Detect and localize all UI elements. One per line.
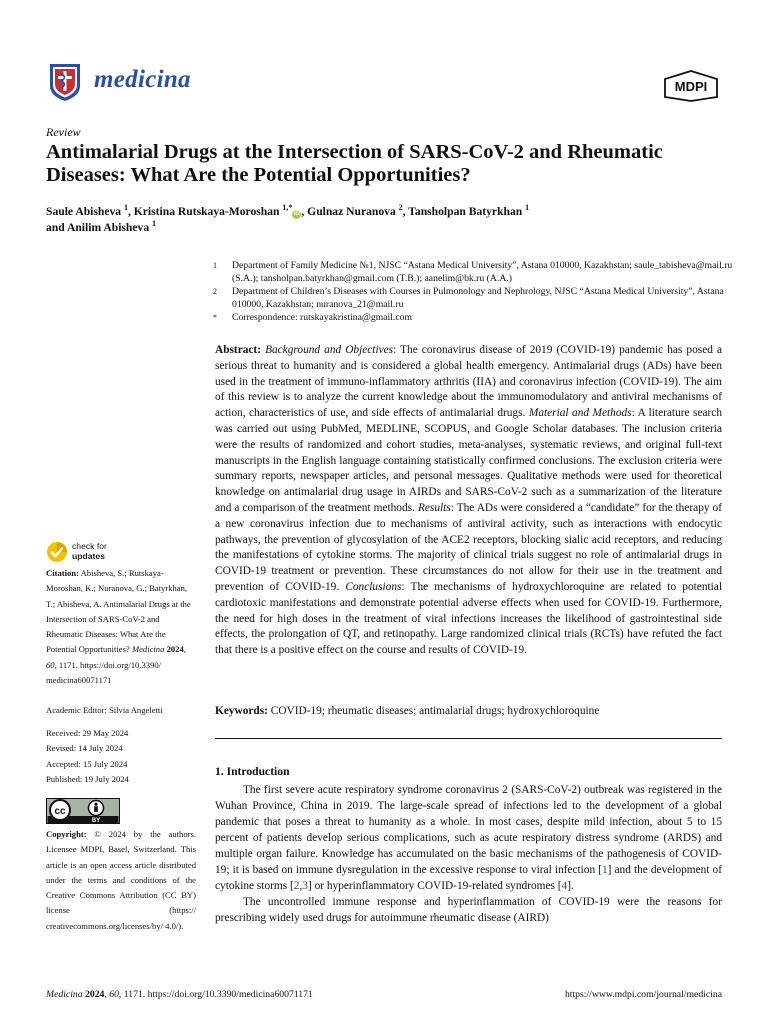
abstract-results-text: : The ADs were considered a “candidate” for the therapy of a new coronavirus infection due to mechanisms of antiviral activity, such as interactions with endocytic pathways, the prevention of glycosylation of the ACE2 receptors, blocking sialic acid receptors, and reducing the manifestations of cytokine storms. The majority of clinical trials suggest no role of antimalarial drugs in COVID-19 treatment or prevention. These circumstances do not allow for their use in the treatment and prevention of COVID-19. xyxy=(215,501,723,593)
citation-label: Citation: xyxy=(46,568,79,578)
author-affiliation-mark: 1 xyxy=(152,218,157,228)
affiliation-mark: * xyxy=(213,313,217,322)
author-affiliation-mark: 1,* xyxy=(282,203,293,213)
footer-journal: Medicina xyxy=(46,989,83,1000)
abstract-methods-text: : A literature search was carried out using PubMed, MEDLINE, SCOPUS, and Google Scholar databases. The inclusion criteria were the results of randomized and cohort studies, meta-analyses, systematic reviews, and original full-text manuscripts in the English language containing statistically confirmed conclusions. The exclusion criteria were summary reports, newspaper articles, and personal messages. Qualitative methods were used for theoretical knowledge on antimalarial drug usage in AIRDs and SARS-CoV-2 such as a summarization of the literature and a comparison of the treatment methods. xyxy=(215,407,722,514)
author-affiliation-mark: 1 xyxy=(123,203,128,213)
paragraph: The uncontrolled immune response and hyperinflammation of COVID-19 were the reasons for prescribing widely used drugs for autoimmune rheumatic disease (AIRD) xyxy=(215,896,722,924)
abstract-conclusions-text: : The mechanisms of hydroxychloroquine are related to potential cardiotoxic manifestations and demonstrate potential adverse effects when used for COVID-19. Furthermore, the need for high doses in the treatment of viral infections increases the likelihood of gastrointestinal side effects, the prolongation of QT, and retinopathy. Large randomized clinical trials (RCTs) have refuted the fact that there is a positive effect on the course and results of COVID-19. xyxy=(215,580,722,657)
abstract xyxy=(215,343,722,659)
keywords-label: Keywords: xyxy=(215,705,268,717)
author-name: Kristina Rutskaya-Moroshan xyxy=(133,205,280,218)
date-accepted: Accepted: 15 July 2024 xyxy=(46,758,128,769)
citation-journal: Medicina xyxy=(131,644,165,655)
paragraph-text: ]. xyxy=(567,880,574,892)
journal-name: medicina xyxy=(94,66,191,93)
keywords-text: COVID-19; rheumatic diseases; antimalarial drugs; hydroxychloroquine xyxy=(270,705,600,717)
paragraph-text: The first severe acute respiratory syndrome coronavirus 2 (SARS-CoV-2) outbreak was registered in the Wuhan Province, China in 2019. The large-scale spread of infections led to the development of a global pandemic that poses a threat to humanity as a whole. In most cases, despite mild infection, about 5 to 15 percent of patients develop serious complications, such as acute respiratory distress syndrome (ARDS) and multiple organ failure. Knowledge has accumulated on the basic mechanisms of the pathogenesis of COVID-19; it is based on immune dysregulation in the excessive response to viral infection [ xyxy=(215,784,722,876)
mdpi-logo-icon xyxy=(662,70,720,102)
section-heading: 1. Introduction xyxy=(215,765,290,778)
author-name: Gulnaz Nuranova xyxy=(307,205,396,218)
affiliation-text: Department of Family Medicine №1, NJSC “Astana Medical University”, Astana 010000, Kazakhstan; saule_tabisheva@mail.ru (S.A.); tansholpan.batyrkhan@gmail.com (T.B.); aanelim@bk.ru (A.A.) xyxy=(232,260,733,284)
article-type: Review xyxy=(46,125,81,139)
author-connector: and xyxy=(46,220,65,234)
check-updates-icon xyxy=(46,541,68,563)
abstract-background-label: Background and Objectives xyxy=(265,344,394,356)
affiliation-mark: 1 xyxy=(213,261,217,270)
copyright-text: © 2024 by the authors. Licensee MDPI, Basel, Switzerland. This article is an open access article distributed under the terms and conditions of the Creative Commons Attribution (CC BY) license (https:// creativecommons.org/licenses/by/ 4.0/). xyxy=(46,829,196,931)
cc-by-license-icon[interactable] xyxy=(46,798,120,824)
citation-volume: 60 xyxy=(46,659,55,670)
citation-year: 2024 xyxy=(166,644,184,655)
article-title: Antimalarial Drugs at the Intersection of SARS-CoV-2 and Rheumatic Diseases: What Are the Potential Opportunities? xyxy=(46,141,663,186)
date-published: Published: 19 July 2024 xyxy=(46,773,129,784)
check-for-updates-button[interactable] xyxy=(46,541,136,565)
keywords xyxy=(215,705,722,717)
author-list: Saule Abisheva $^1$, Kristina Rutskaya-Moroshan $^{1,*}$iD , Gulnaz Nuranova $^2$, Tansholpan Batyrkhan $^1$ and Anilim Abisheva $^1$ xyxy=(46,203,530,234)
reference-link[interactable]: 4 xyxy=(561,880,568,892)
publication-dates xyxy=(46,726,129,787)
footer-doi[interactable]: , 1171. https://doi.org/10.3390/medicina60071171 xyxy=(118,989,313,1000)
citation-text: Abisheva, S.; Rutskaya-Moroshan, K.; Nuranova, G.; Batyrkhan, T.; Abisheva, A. Antimalarial Drugs at the Intersection of SARS-CoV-2 and Rheumatic Diseases: What Are the Potential Opportunities? xyxy=(46,568,191,655)
author-affiliation-mark: 2 xyxy=(398,203,403,213)
author-name: Saule Abisheva xyxy=(46,205,122,218)
abstract-background-text: : The coronavirus disease of 2019 (COVID-19) pandemic has posed a serious threat to humanity and is considered a global health emergency. Antimalarial drugs (ADs) have been used in the treatment of immuno-inflammatory arthritis (IIA) and coronavirus infection (COVID-19). The aim of this review is to analyze the current knowledge about the immunomodulatory and antiviral mechanisms of action, characteristics of use, and side effects of antimalarial drugs. xyxy=(215,344,722,420)
footer-year: 2024 xyxy=(85,989,105,1000)
affiliation-mark: 2 xyxy=(213,287,217,296)
orcid-icon[interactable]: iD xyxy=(293,211,300,217)
publisher-name: MDPI xyxy=(674,79,708,94)
copyright-label: Copyright: xyxy=(46,829,87,839)
section-divider xyxy=(215,738,722,739)
check-updates-bottom: updates xyxy=(72,550,105,561)
paragraph-text: ] or hyperinflammatory COVID-19-related syndromes [ xyxy=(307,880,562,892)
affiliation-item xyxy=(213,285,733,311)
affiliation-text: Department of Children’s Diseases with Courses in Pulmonology and Nephrology, NJSC “Astana Medical University”, Astana 010000, Kazakhstan; nuranova_21@mail.ru xyxy=(232,286,724,310)
abstract-results-label: Results xyxy=(417,501,451,514)
affiliation-item xyxy=(213,311,733,324)
body-text xyxy=(215,782,722,926)
medicina-logo-icon xyxy=(48,62,82,102)
footer-journal-url[interactable]: https://www.mdpi.com/journal/medicina xyxy=(564,989,722,1000)
paragraph-text: ] and the development of cytokine storms [ xyxy=(215,864,722,892)
abstract-conclusions-label: Conclusions xyxy=(345,580,402,593)
date-revised: Revised: 14 July 2024 xyxy=(46,743,123,754)
correspondence-email[interactable]: Correspondence: rutskayakristina@gmail.com xyxy=(232,312,413,323)
citation: Citation: Abisheva, S.; Rutskaya-Moroshan, K.; Nuranova, G.; Batyrkhan, T.; Abisheva, A. Antimalarial Drugs at the Intersection of SARS-CoV-2 and Rheumatic Diseases: What Are the Potential Opportunities? Medicina 2024, 60, 1171. https://doi.org/10.3390/ medicina60071171 xyxy=(46,568,191,686)
author-name: Tansholpan Batyrkhan xyxy=(408,205,523,218)
check-updates-top: check for xyxy=(72,541,107,551)
reference-link[interactable]: 2 xyxy=(293,880,300,892)
cc-by-label: BY xyxy=(91,818,101,824)
footer-volume: 60 xyxy=(109,989,119,1000)
date-received: Received: 29 May 2024 xyxy=(46,728,129,738)
affiliation-item xyxy=(213,259,733,285)
citation-doi[interactable]: , 1171. https://doi.org/10.3390/ medicina60071171 xyxy=(46,659,162,686)
abstract-methods-label: Material and Methods xyxy=(528,407,632,420)
academic-editor: Academic Editor: Silvia Angeletti xyxy=(46,705,163,715)
author-affiliation-mark: 1 xyxy=(525,203,530,213)
copyright xyxy=(46,827,196,934)
svg-text:cc: cc xyxy=(54,806,66,817)
reference-link[interactable]: 1 xyxy=(601,864,608,876)
affiliations xyxy=(213,259,733,324)
author-name: Anilim Abisheva xyxy=(66,220,150,234)
paragraph: The first severe acute respiratory syndrome coronavirus 2 (SARS-CoV-2) outbreak was registered in the Wuhan Province, China in 2019. The large-scale spread of infections led to the development of a global pandemic that poses a threat to humanity as a whole. In most cases, despite mild infection, about 5 to 15 percent of patients develop serious complications, such as acute respiratory distress syndrome (ARDS) and multiple organ failure. Knowledge has accumulated on the basic mechanisms of the pathogenesis of COVID-19; it is based on immune dysregulation in the excessive response to viral infection [1] and the development of cytokine storms [2,3] or hyperinflammatory COVID-19-related syndromes [4]. xyxy=(215,784,722,892)
check-updates-label xyxy=(72,542,107,561)
reference-link[interactable]: 3 xyxy=(302,880,308,892)
footer-citation: Medicina 2024, 60, 1171. https://doi.org/10.3390/medicina60071171 xyxy=(46,989,313,1000)
abstract-label: Abstract: xyxy=(215,344,261,356)
